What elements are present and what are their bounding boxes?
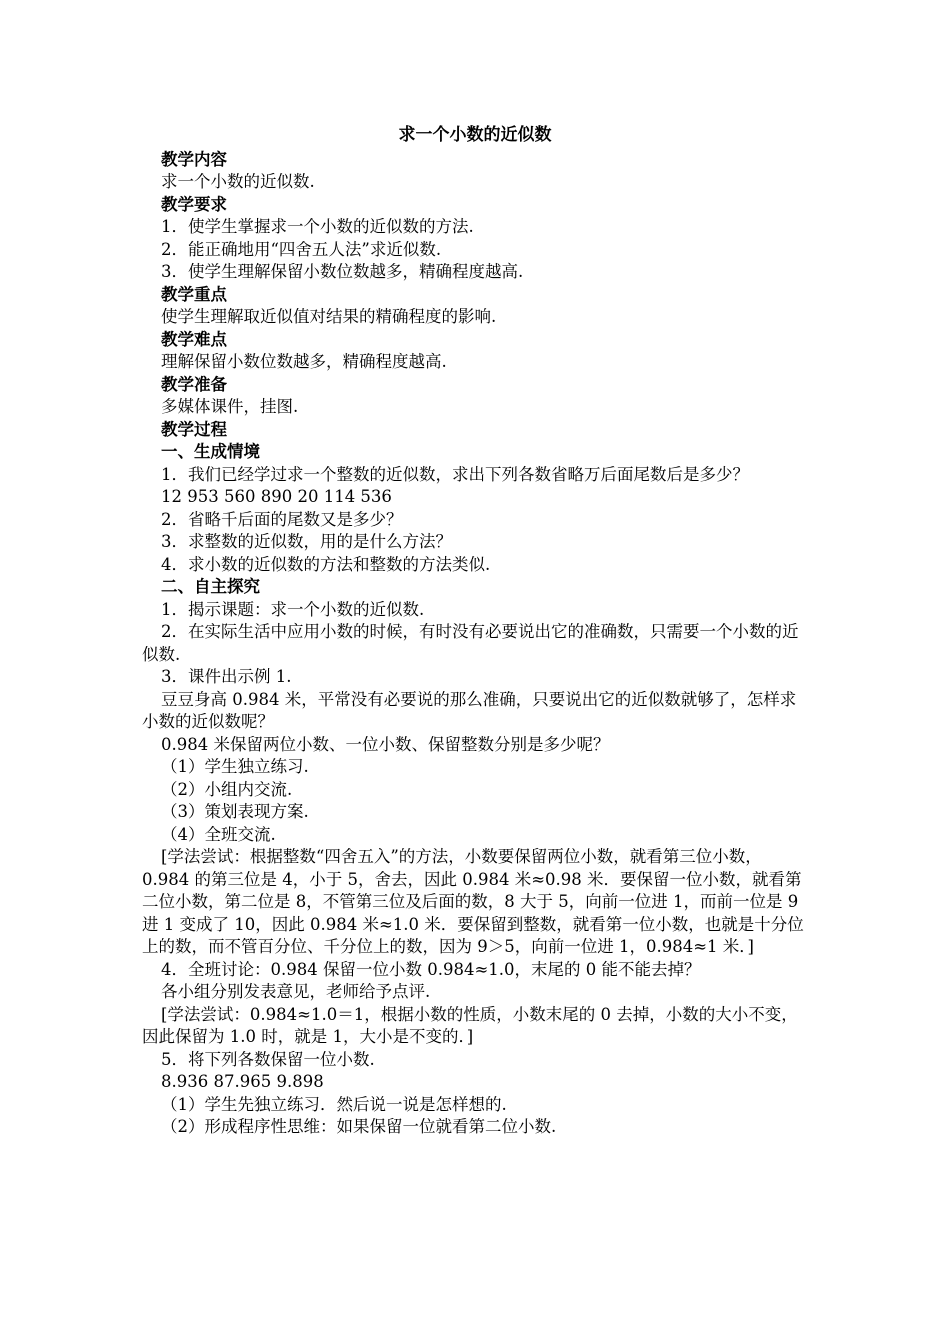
paragraph: （3）策划表现方案.: [161, 802, 309, 821]
paragraph: 多媒体课件，挂图.: [161, 397, 299, 416]
paragraph: 2．在实际生活中应用小数的时候，有时没有必要说出它的准确数，只需要一个小数的近似数.: [142, 622, 799, 664]
paragraph: 3．使学生理解保留小数位数越多，精确程度越高.: [161, 262, 524, 281]
paragraph: 5．将下列各数保留一位小数.: [161, 1049, 375, 1069]
paragraph: 豆豆身高 0.984 米，平常没有必要说的那么准确，只要说出它的近似数就够了，怎样求小数的近似数呢？: [142, 689, 797, 731]
paragraph: 3．求整数的近似数，用的是什么方法？: [161, 532, 452, 551]
paragraph: 1．我们已经学过求一个整数的近似数，求出下列各数省略万后面尾数后是多少？: [161, 464, 749, 484]
paragraph: 求一个小数的近似数.: [161, 172, 315, 191]
paragraph: [学法尝试：0.984≈1.0＝1，根据小数的性质，小数末尾的 0 去掉，小数的大小不变，因此保留为 1.0 时，就是 1，大小是不变的．]: [142, 1004, 798, 1046]
section-heading: 教学要求: [161, 194, 227, 214]
paragraph: 各小组分别发表意见，老师给予点评.: [161, 982, 431, 1001]
paragraph: 4．求小数的近似数的方法和整数的方法类似.: [161, 554, 491, 574]
paragraph: 使学生理解取近似值对结果的精确程度的影响.: [161, 307, 497, 326]
paragraph: 1．揭示课题：求一个小数的近似数.: [161, 599, 425, 619]
section-heading: 教学难点: [161, 329, 227, 349]
paragraph: 12 953 560 890 20 114 536: [161, 487, 392, 506]
document-body: [142, 124, 808, 1139]
section-heading: 教学内容: [161, 149, 227, 169]
paragraph: [学法尝试：根据整数“四舍五入”的方法，小数要保留两位小数，就看第三位小数，0.984 的第三位是 4，小于 5，舍去，因此 0.984 米≈0.98 米．要保留一位小数，就看第二位小数，第二位是 8，不管第三位及后面的数，8 大于 5，向前一位进 1，而前一位是 9 进 1 变成了 10，因此 0.984 米≈1.0 米．要保留到整数，就看第一位小数，也就是十分位上的数，而不管百分位、千分位上的数，因为 9＞5，向前一位进 1，0.984≈1 米．]: [142, 847, 804, 956]
paragraph: 3．课件出示例 1.: [161, 667, 292, 686]
paragraph: 1．使学生掌握求一个小数的近似数的方法.: [161, 217, 474, 236]
document-lines: [142, 149, 808, 1139]
paragraph: 8.936 87.965 9.898: [161, 1072, 324, 1091]
section-heading: 教学重点: [161, 284, 227, 304]
section-heading: 教学过程: [161, 419, 227, 439]
paragraph: 2．能正确地用“四舍五人法”求近似数.: [161, 239, 442, 259]
paragraph: （2）小组内交流.: [161, 779, 293, 799]
paragraph: （2）形成程序性思维：如果保留一位就看第二位小数.: [161, 1117, 557, 1136]
paragraph: （4）全班交流.: [161, 824, 276, 844]
paragraph: 理解保留小数位数越多，精确程度越高.: [161, 352, 447, 371]
paragraph: （1）学生先独立练习．然后说一说是怎样想的.: [161, 1094, 507, 1114]
paragraph: 2．省略千后面的尾数又是多少？: [161, 509, 403, 529]
paragraph: （1）学生独立练习.: [161, 757, 309, 776]
paragraph: 4．全班讨论：0.984 保留一位小数 0.984≈1.0，末尾的 0 能不能去掉？: [161, 959, 701, 979]
paragraph: 0.984 米保留两位小数、一位小数、保留整数分别是多少呢？: [161, 734, 610, 754]
section-heading: 二、自主探究: [161, 577, 260, 596]
document-title: 求一个小数的近似数: [398, 125, 552, 145]
section-heading: 教学准备: [161, 374, 227, 394]
section-heading: 一、生成情境: [161, 442, 260, 461]
